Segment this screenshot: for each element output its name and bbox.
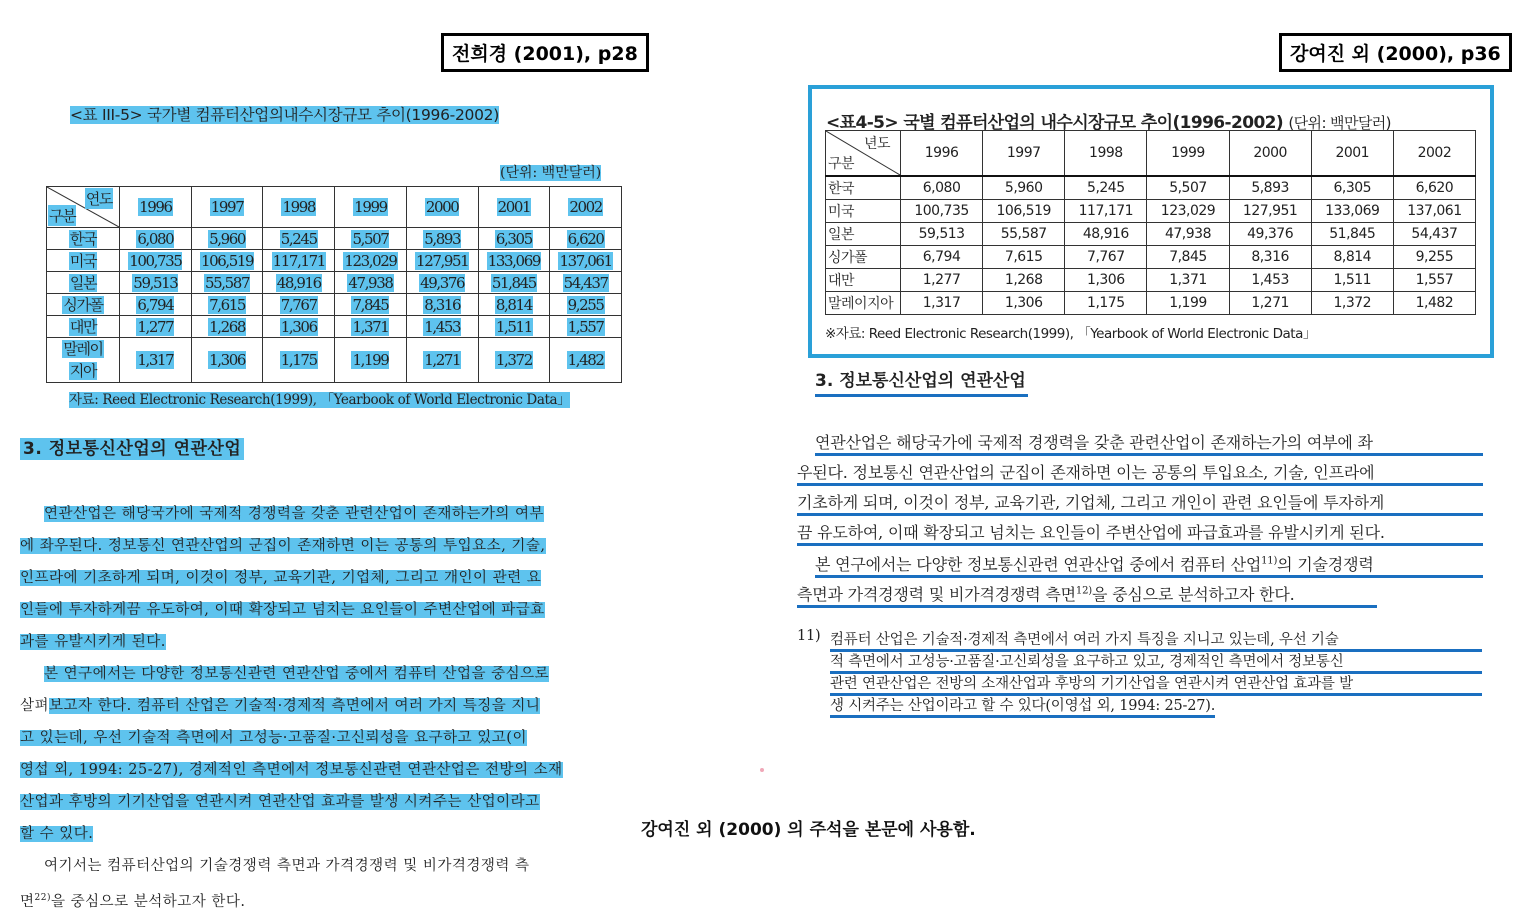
body-line: 우된다. 정보통신 연관산업의 군집이 존재하면 이는 공통의 투입요소, 기술, 인프라에 [797,460,1483,486]
table-cell: 1,371 [335,316,407,338]
table-cell: 1,511 [1311,269,1393,292]
right-table-unit: (단위: 백만달러) [1288,114,1391,132]
body-line: 살펴보고자 한다. 컴퓨터 산업은 기술적·경제적 측면에서 여러 가지 특징을 지니 [20,698,541,714]
table-cell: 5,245 [1065,176,1147,200]
table-cell: 5,507 [335,228,407,250]
table-cell: 117,171 [263,250,335,272]
table-cell: 54,437 [550,272,622,294]
table-cell: 100,735 [120,250,192,272]
table-cell: 100,735 [901,200,983,223]
table-cell: 6,794 [901,246,983,269]
table-cell: 6,620 [550,228,622,250]
table-cell: 7,615 [983,246,1065,269]
table-cell: 133,069 [1311,200,1393,223]
table-cell: 137,061 [550,250,622,272]
year-header: 1998 [263,187,335,228]
table-cell: 1,557 [550,316,622,338]
body-line: 끔 유도하여, 이때 확장되고 넘치는 요인들이 주변산업에 파급효과를 유발시키게 된다. [797,520,1483,546]
table-cell: 1,268 [191,316,263,338]
table-cell: 47,938 [1147,223,1229,246]
body-line: 할 수 있다. [20,826,94,842]
table-cell: 5,960 [983,176,1065,200]
row-label: 일본 [47,272,120,294]
table-cell: 6,305 [1311,176,1393,200]
table-cell: 1,371 [1147,269,1229,292]
row-label: 미국 [826,200,901,223]
body-line: 기초하게 되며, 이것이 정부, 교육기관, 기업체, 그리고 개인이 관련 요인들에 투자하게 [797,490,1483,516]
table-cell: 7,615 [191,294,263,316]
table-header-row [47,187,622,228]
table-row [826,246,1476,269]
table-cell: 1,175 [1065,292,1147,315]
row-label: 대만 [826,269,901,292]
year-header: 2002 [550,187,622,228]
body-line: 인프라에 기초하게 되며, 이것이 정부, 교육기관, 기업체, 그리고 개인이 관련 요 [20,570,542,586]
year-header: 1997 [983,131,1065,177]
body-line: 측면과 가격경쟁력 및 비가격경쟁력 측면$^{12)}$을 중심으로 분석하고자 한다. [797,582,1377,608]
table-cell: 55,587 [983,223,1065,246]
table-cell: 127,951 [1229,200,1311,223]
table-cell: 9,255 [550,294,622,316]
year-header: 2001 [478,187,550,228]
table-cell: 1,277 [901,269,983,292]
row-label: 한국 [826,176,901,200]
table-cell: 1,557 [1393,269,1475,292]
year-header: 1996 [901,131,983,177]
table-header-row [826,131,1476,177]
row-label: 한국 [47,228,120,250]
table-row [826,200,1476,223]
table-row [47,250,622,272]
body-line: 영섭 외, 1994: 25-27), 경제적인 측면에서 정보통신관련 연관산업은 전방의 소재 [20,762,563,778]
table-cell: 1,453 [406,316,478,338]
table-row [47,294,622,316]
right-table-title: <표4-5> 국별 컴퓨터산업의 내수시장규모 추이(1996-2002) (단위: 백만달러) [826,113,1391,133]
table-cell: 8,316 [406,294,478,316]
year-header: 2000 [406,187,478,228]
year-header: 2000 [1229,131,1311,177]
year-header: 1999 [1147,131,1229,177]
table-cell: 7,767 [1065,246,1147,269]
table-cell: 47,938 [335,272,407,294]
table-cell: 1,482 [550,338,622,383]
table-cell: 123,029 [335,250,407,272]
body-line: 연관산업은 해당국가에 국제적 경쟁력을 갖춘 관련산업이 존재하는가의 여부 [44,506,544,522]
table-cell: 1,482 [1393,292,1475,315]
table-cell: 6,620 [1393,176,1475,200]
table-cell: 51,845 [1311,223,1393,246]
table-cell: 1,271 [406,338,478,383]
table-cell: 127,951 [406,250,478,272]
year-header: 1996 [120,187,192,228]
table-cell: 6,080 [901,176,983,200]
table-cell: 1,306 [191,338,263,383]
body-line: 과를 유발시키게 된다. [20,634,166,650]
right-data-table [825,130,1476,315]
table-cell: 1,175 [263,338,335,383]
table-cell: 8,814 [1311,246,1393,269]
year-header: 2001 [1311,131,1393,177]
table-cell: 48,916 [263,272,335,294]
left-table-source-note: 자료: Reed Electronic Research(1999), 「Yearbook of World Electronic Data」 [69,392,571,408]
stray-mark [760,768,764,772]
footnote-line: 생 시켜주는 산업이라고 할 수 있다(이영섭 외, 1994: 25-27). [830,694,1215,715]
left-source-label: 전희경 (2001), p28 [441,33,649,72]
table-row [47,338,622,383]
body-line: 에 좌우된다. 정보통신 연관산업의 군집이 존재하면 이는 공통의 투입요소, 기술, [20,538,546,554]
table-cell: 1,271 [1229,292,1311,315]
table-cell: 123,029 [1147,200,1229,223]
row-label: 미국 [47,250,120,272]
row-label: 싱가폴 [826,246,901,269]
header-year-label: 년도 [863,136,890,152]
table-cell: 6,080 [120,228,192,250]
table-cell: 55,587 [191,272,263,294]
table-cell: 5,893 [1229,176,1311,200]
body-line: 연관산업은 해당국가에 국제적 경쟁력을 갖춘 관련산업이 존재하는가의 여부에 좌 [815,430,1483,456]
row-label: 말레이 지아 [47,338,120,383]
table-cell: 5,507 [1147,176,1229,200]
table-cell: 1,372 [1311,292,1393,315]
table-cell: 1,306 [263,316,335,338]
right-source-label: 강여진 외 (2000), p36 [1279,33,1512,72]
table-row [826,269,1476,292]
table-cell: 51,845 [478,272,550,294]
table-row [47,316,622,338]
table-cell: 1,306 [1065,269,1147,292]
body-line: 본 연구에서는 다양한 정보통신관련 연관산업 중에서 컴퓨터 산업$^{11)}$의 기술경쟁력 [815,552,1483,578]
table-cell: 7,845 [1147,246,1229,269]
table-cell: 1,317 [901,292,983,315]
table-cell: 5,960 [191,228,263,250]
body-line: 고 있는데, 우선 기술적 측면에서 고성능·고품질·고신뢰성을 요구하고 있고(이 [20,730,527,746]
right-table-source-note: ※자료: Reed Electronic Research(1999), 「Yearbook of World Electronic Data」 [825,326,1316,342]
table-cell: 1,277 [120,316,192,338]
left-table-title: <표 III-5> 국가별 컴퓨터산업의내수시장규모 추이(1996-2002) [70,106,499,124]
table-cell: 137,061 [1393,200,1475,223]
table-cell: 54,437 [1393,223,1475,246]
comparison-caption: 강여진 외 (2000) 의 주석을 본문에 사용함. [641,820,976,840]
table-cell: 133,069 [478,250,550,272]
body-line: 본 연구에서는 다양한 정보통신관련 연관산업 중에서 컴퓨터 산업을 중심으로 [44,666,550,682]
row-label: 대만 [47,316,120,338]
header-category-label: 구분 [828,156,855,172]
body-line: 인들에 투자하게끔 유도하여, 이때 확장되고 넘치는 요인들이 주변산업에 파급효 [20,602,545,618]
footnote-line: 컴퓨터 산업은 기술적·경제적 측면에서 여러 가지 특징을 지니고 있는데, 우선 기술 [830,628,1482,652]
header-year-label: 연도 [85,190,112,208]
table-cell: 106,519 [983,200,1065,223]
table-cell: 7,767 [263,294,335,316]
year-header: 1997 [191,187,263,228]
table-cell: 117,171 [1065,200,1147,223]
row-label: 싱가폴 [47,294,120,316]
left-section-title: 3. 정보통신산업의 연관산업 [20,434,244,459]
table-cell: 48,916 [1065,223,1147,246]
row-label: 말레이지아 [826,292,901,315]
year-header: 1998 [1065,131,1147,177]
header-corner-cell [826,131,901,177]
table-cell: 1,511 [478,316,550,338]
table-cell: 7,845 [335,294,407,316]
table-cell: 1,317 [120,338,192,383]
table-cell: 49,376 [406,272,478,294]
table-row [826,176,1476,200]
left-table-unit: (단위: 백만달러) [500,165,602,181]
left-data-table [46,186,622,383]
header-category-label: 구분 [49,207,76,225]
table-cell: 5,245 [263,228,335,250]
table-cell: 106,519 [191,250,263,272]
body-line: 산업과 후방의 기기산업을 연관시켜 연관산업 효과를 발생 시켜주는 산업이라고 [20,794,540,810]
table-cell: 49,376 [1229,223,1311,246]
table-cell: 59,513 [901,223,983,246]
footnote-number: 11) [797,628,821,644]
table-cell: 1,306 [983,292,1065,315]
footnote-line: 관련 연관산업은 전방의 소재산업과 후방의 기기산업을 연관시켜 연관산업 효과를 발 [830,672,1482,696]
table-cell: 6,305 [478,228,550,250]
header-corner-cell [47,187,120,228]
year-header: 2002 [1393,131,1475,177]
table-cell: 5,893 [406,228,478,250]
footnote-line: 적 측면에서 고성능·고품질·고신뢰성을 요구하고 있고, 경제적인 측면에서 정보통신 [830,650,1482,674]
table-row [47,228,622,250]
table-cell: 1,268 [983,269,1065,292]
table-cell: 6,794 [120,294,192,316]
year-header: 1999 [335,187,407,228]
table-cell: 8,814 [478,294,550,316]
table-cell: 1,199 [335,338,407,383]
table-row [826,223,1476,246]
table-row [47,272,622,294]
table-row [826,292,1476,315]
table-cell: 9,255 [1393,246,1475,269]
body-line: 여기서는 컴퓨터산업의 기술경쟁력 측면과 가격경쟁력 및 비가격경쟁력 측 [44,858,530,874]
body-line: 면$^{22)}$을 중심으로 분석하고자 한다. [20,893,246,910]
table-cell: 1,199 [1147,292,1229,315]
table-cell: 8,316 [1229,246,1311,269]
table-cell: 1,453 [1229,269,1311,292]
right-section-title: 3. 정보통신산업의 연관산업 [815,366,1028,397]
table-cell: 59,513 [120,272,192,294]
row-label: 일본 [826,223,901,246]
table-cell: 1,372 [478,338,550,383]
